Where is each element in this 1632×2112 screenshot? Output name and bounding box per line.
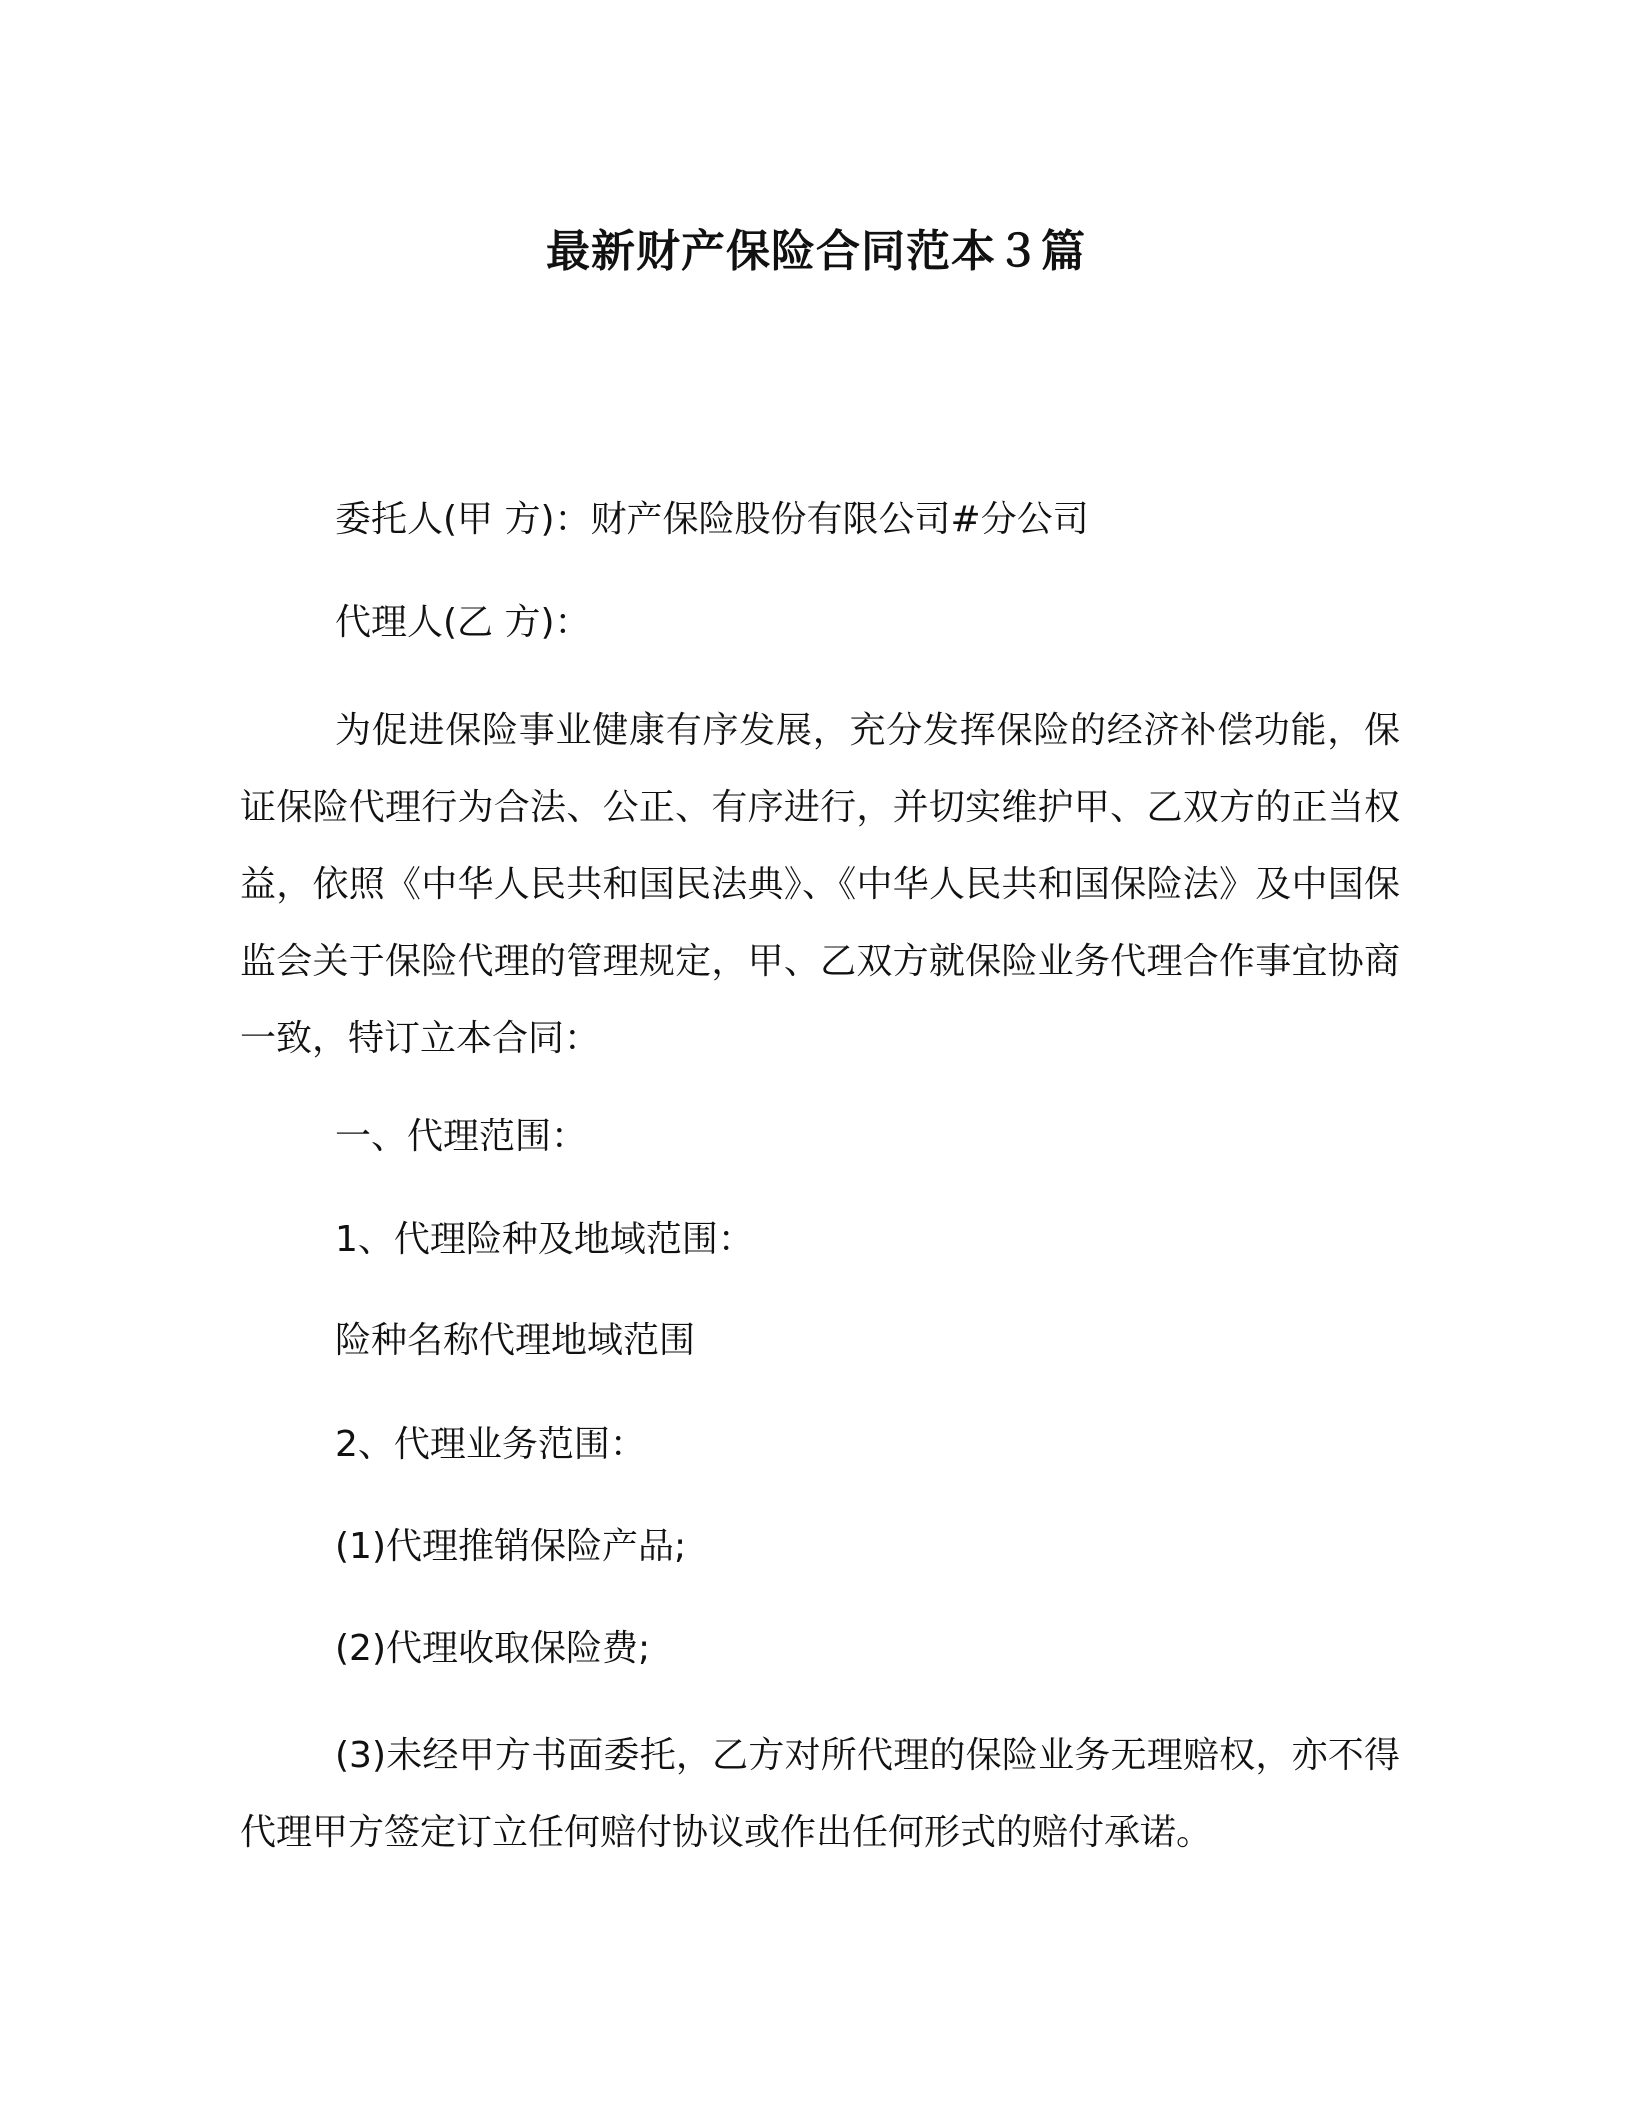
item1-table-header: 险种名称代理地域范围 (335, 1320, 696, 1361)
agent-line: 代理人(乙 方)： (335, 602, 591, 643)
document-title: 最新财产保险合同范本３篇 (546, 226, 1086, 277)
item2-sub3-paragraph: (3)未经甲方书面委托，乙方对所代理的保险业务无理赔权，亦不得代理甲方签定订立任何赔付协议或作出任何形式的赔付承诺。 (240, 1735, 1400, 1853)
item2-sub2: (2)代理收取保险费; (335, 1628, 651, 1669)
preamble-paragraph: 为促进保险事业健康有序发展，充分发挥保险的经济补偿功能，保证保险代理行为合法、公正、有序进行，并切实维护甲、乙双方的正当权益，依照《中华人民共和国民法典》、《中华人民共和国保险法》及中国保监会关于保险代理的管理规定，甲、乙双方就保险业务代理合作事宜协商一致，特订立本合同： (240, 710, 1400, 1059)
section1-heading: 一、代理范围： (335, 1116, 588, 1157)
item1-heading: 1、代理险种及地域范围： (335, 1219, 754, 1260)
client-line: 委托人(甲 方)：财产保险股份有限公司#分公司 (335, 499, 1089, 540)
item2-heading: 2、代理业务范围： (335, 1424, 646, 1465)
item2-sub1: (1)代理推销保险产品; (335, 1526, 687, 1567)
